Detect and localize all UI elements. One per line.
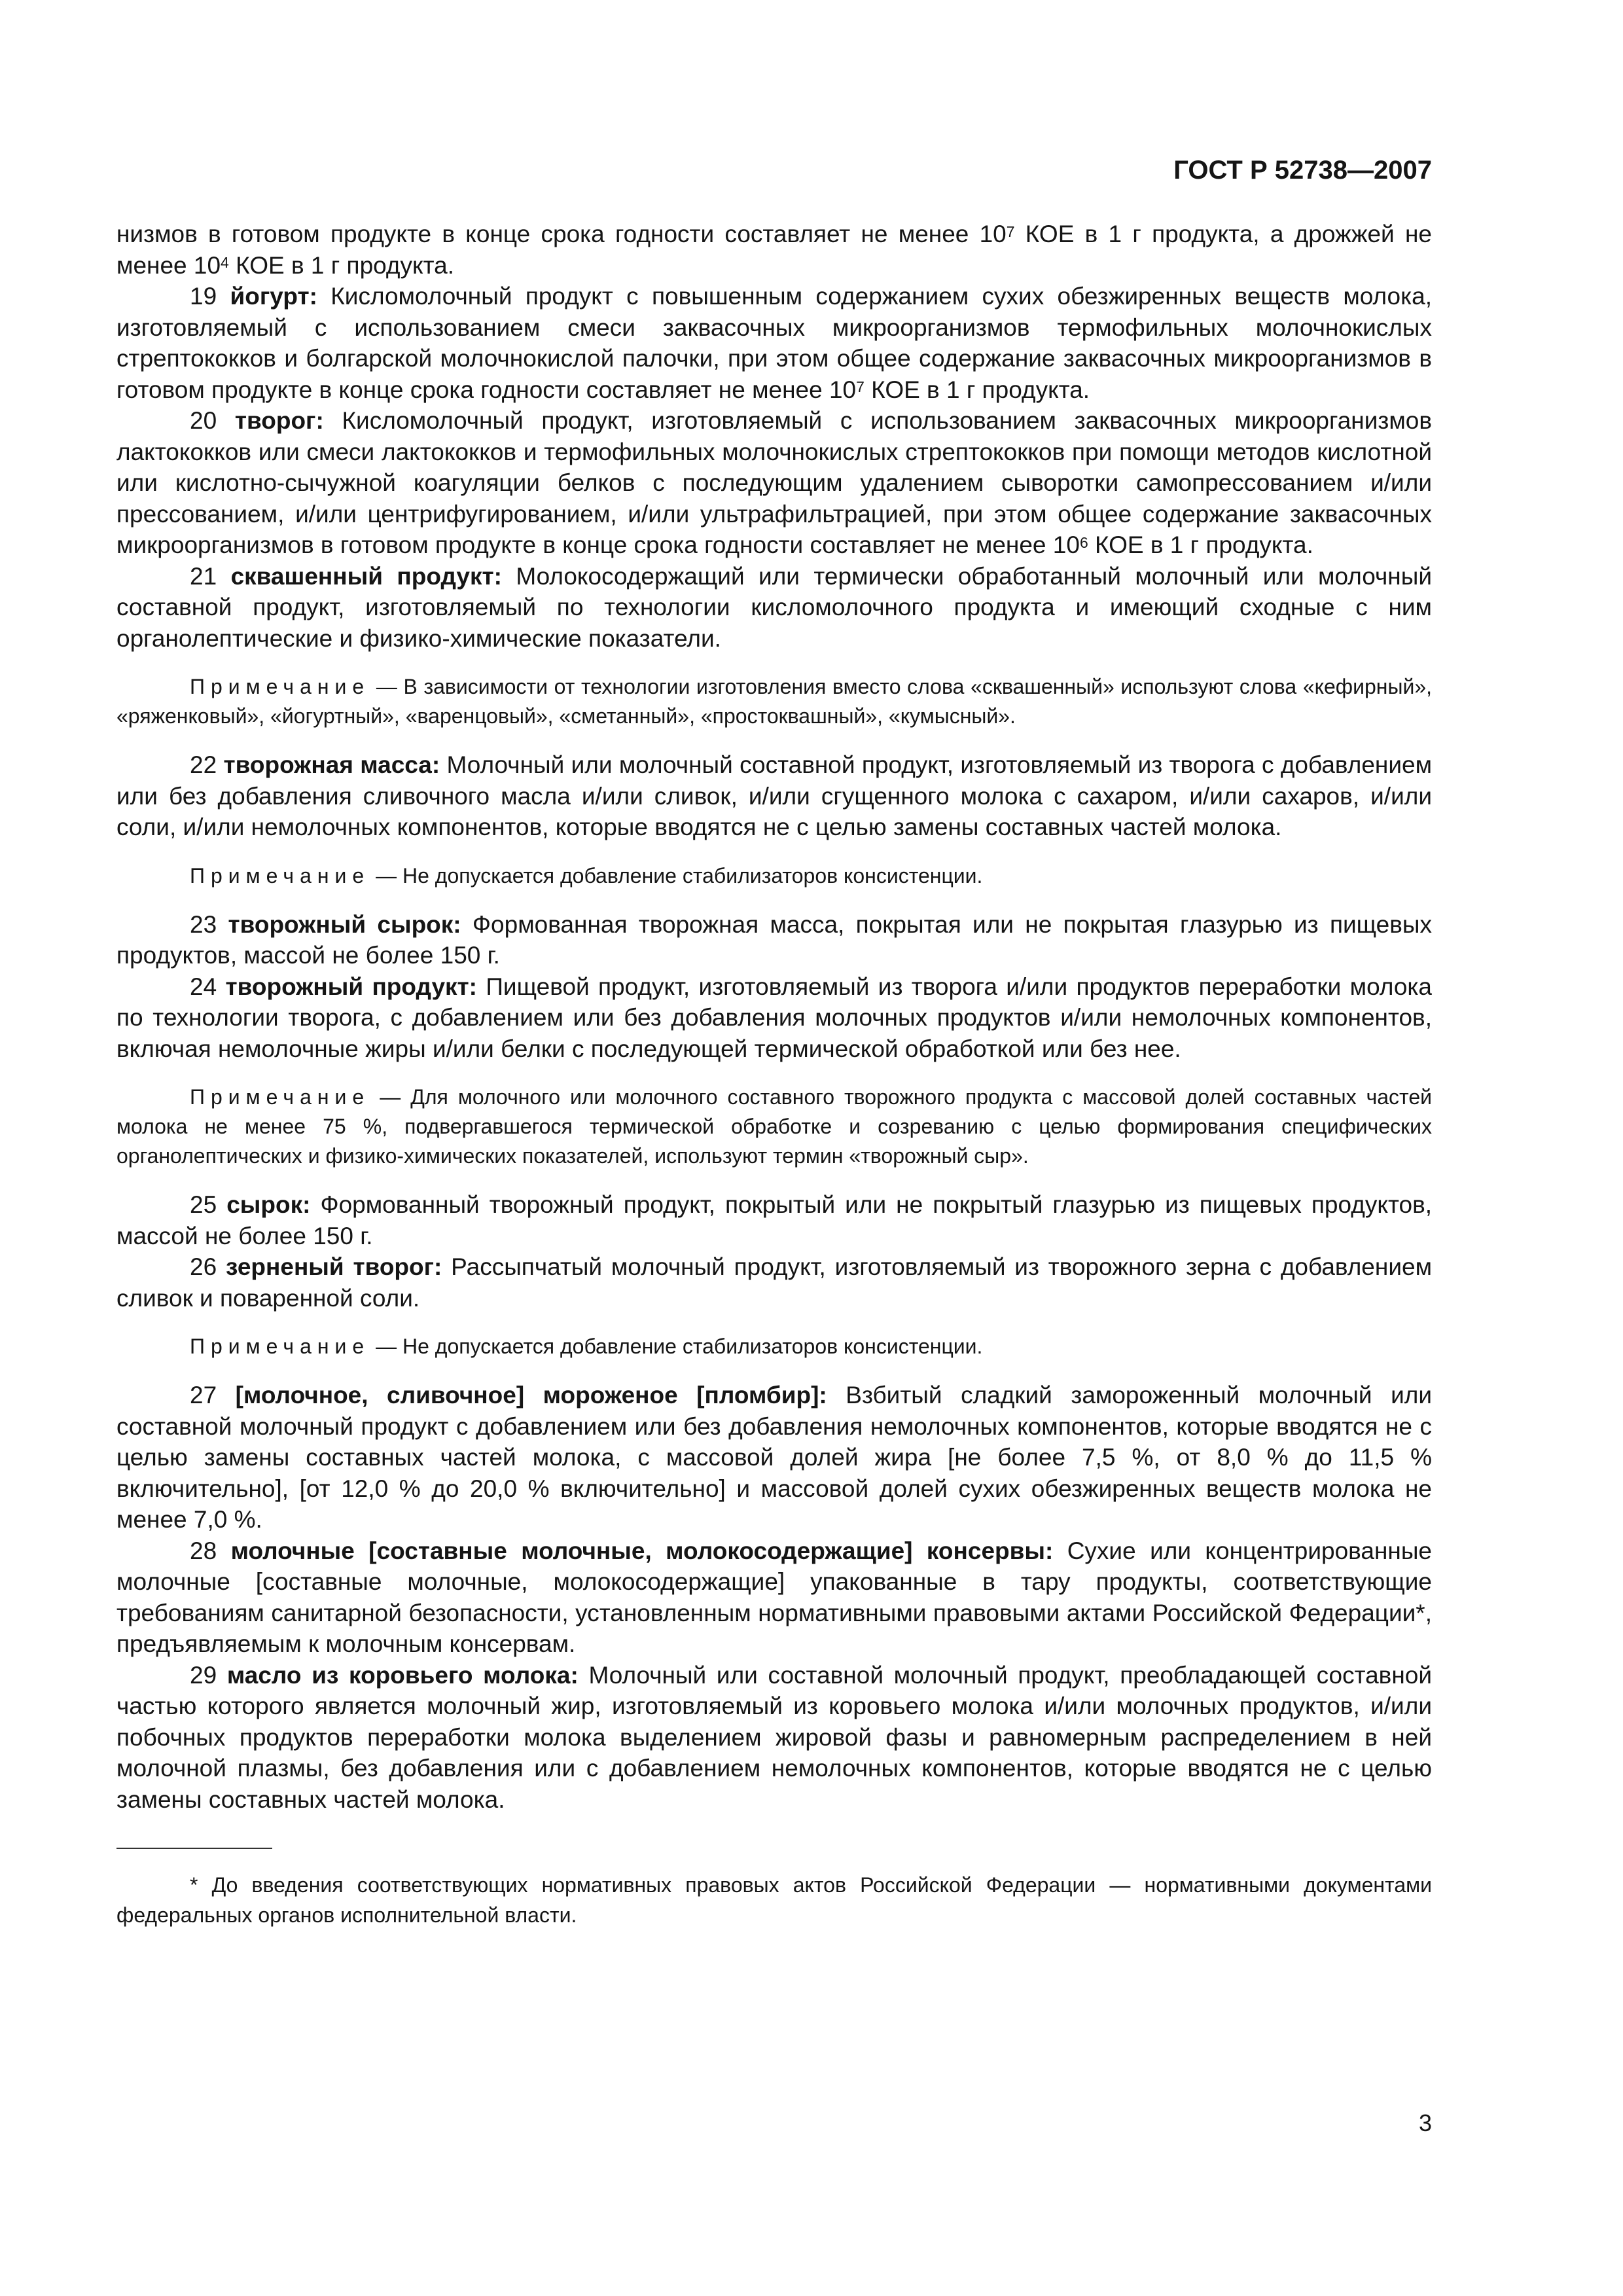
definition-text: КОЕ в 1 г продукта.	[864, 376, 1090, 403]
exponent: 4	[221, 254, 229, 272]
definition-26	[116, 1251, 1432, 1314]
definition-number: 29	[190, 1661, 217, 1689]
note-text: — Не допускается добавление стабилизаторов консистенции.	[370, 1335, 983, 1358]
definition-text: Молочный или молочный составной продукт, изготовляемый из творога с добавлением или без добавления сливочного масла и/или сливок, и/или сгущенного молока с сахаром, и/или сахаров, и/или соли, и/или немолочных компонентов, которые вводятся не с целью замены составных частей молока.	[116, 751, 1433, 840]
definition-number: 28	[190, 1537, 217, 1564]
definition-20	[116, 405, 1432, 561]
note-label: Примечание	[190, 1335, 370, 1358]
exponent: 7	[1006, 223, 1015, 240]
note-label: Примечание	[190, 1085, 370, 1109]
definition-text: Рассыпчатый молочный продукт, изготовляемый из творожного зерна с добавлением сливок и поваренной соли.	[116, 1253, 1433, 1312]
definition-number: 21	[190, 562, 217, 590]
definition-number: 26	[190, 1253, 217, 1280]
definition-term: [молочное, сливочное] мороженое [пломбир]:	[235, 1382, 827, 1408]
definition-term: зерненый творог:	[225, 1253, 442, 1280]
definition-text: Кисломолочный продукт с повышенным содержанием сухих обезжиренных веществ молока, изготовляемый с использованием смеси заквасочных микроорганизмов термофильных молочнокислых стрептококков и болгарской молочнокислой палочки, при этом общее содержание заквасочных микроорганизмов в готовом продукте в конце срока годности составляет не менее 10	[116, 283, 1432, 403]
definition-text: КОЕ в 1 г продукта.	[1088, 531, 1313, 558]
definition-number: 19	[190, 283, 217, 310]
definition-number: 25	[190, 1191, 217, 1218]
definition-number: 22	[190, 751, 217, 778]
definition-24	[116, 971, 1432, 1065]
note-22	[116, 861, 1432, 891]
definition-number: 20	[190, 407, 217, 434]
paragraph-continuation	[116, 219, 1432, 281]
footnote-divider	[116, 1848, 272, 1849]
definition-text: Молокосодержащий или термически обработанный молочный или молочный составной продукт, изготовляемый по технологии кисломолочного продукта и имеющий сходные с ним органолептические и физико-химические показатели.	[116, 562, 1432, 652]
definition-number: 24	[190, 973, 217, 1000]
footnote: * До введения соответствующих нормативных правовых актов Российской Федерации — нормативными документами федеральных органов исполнительной власти.	[116, 1873, 1432, 1927]
paragraph-text: КОЕ в 1 г продукта.	[228, 251, 454, 279]
definition-term: йогурт:	[230, 283, 317, 310]
definition-25	[116, 1189, 1432, 1251]
note-text: — В зависимости от технологии изготовления вместо слова «сквашенный» используют слова «кефирный», «ряженковый», «йогуртный», «варенцовый», «сметанный», «простоквашный», «кумысный».	[116, 675, 1432, 728]
definition-27	[116, 1380, 1432, 1535]
page-number: 3	[1418, 2109, 1432, 2136]
document-page	[116, 154, 1432, 1951]
definition-term: творожный сырок:	[228, 910, 461, 938]
definition-text: Пищевой продукт, изготовляемый из творога и/или продуктов переработки молока по технологии творога, с добавлением или без добавления молочных продуктов и/или немолочных компонентов, включая немолочные жиры и/или белки с последующей термической обработкой или без нее.	[116, 973, 1433, 1062]
definition-term: сырок:	[226, 1191, 311, 1218]
definition-23	[116, 909, 1432, 971]
exponent: 7	[856, 378, 865, 396]
note-21	[116, 672, 1432, 731]
definition-term: масло из коровьего молока:	[226, 1661, 579, 1689]
standard-code-header: ГОСТ Р 52738—2007	[1173, 156, 1432, 185]
exponent: 6	[1079, 533, 1088, 551]
definition-term: творог:	[234, 407, 324, 434]
definition-text: Сухие или концентрированные молочные [составные молочные, молокосодержащие] упакованные в тару продукты, соответствующие требованиям санитарной безопасности, установленным нормативными правовыми актами Российской Федерации*, предъявляемым к молочным консервам.	[116, 1537, 1433, 1657]
note-text: — Не допускается добавление стабилизаторов консистенции.	[370, 863, 983, 888]
definition-number: 27	[190, 1382, 217, 1408]
definition-text: Взбитый сладкий замороженный молочный или составной молочный продукт с добавлением или без добавления немолочных компонентов, которые вводятся не с целью замены составных частей молока, с массовой долей жира [не более 7,5 %, от 8,0 % до 11,5 % включительно], [от 12,0 % до 20,0 % включительно] и массовой долей сухих обезжиренных веществ молока не менее 7,0 %.	[116, 1382, 1433, 1533]
definition-text: Молочный или составной молочный продукт, преобладающей составной частью которого является молочный жир, изготовляемый из коровьего молока и/или молочных продуктов, и/или побочных продуктов переработки молока выделением жировой фазы и равномерным распределением в ней молочной плазмы, без добавления или с добавлением немолочных компонентов, которые вводятся не с целью замены составных частей молока.	[116, 1661, 1433, 1813]
definition-term: молочные [составные молочные, молокосодержащие] консервы:	[230, 1537, 1054, 1564]
definition-text: Формованный творожный продукт, покрытый или не покрытый глазурью из пищевых продуктов, массой не более 150 г.	[116, 1191, 1432, 1249]
definition-21	[116, 561, 1432, 655]
definition-text: Кисломолочный продукт, изготовляемый с использованием заквасочных микроорганизмов лактококков или смеси лактококков и термофильных молочнокислых стрептококков при помощи методов кислотной или кислотно-сычужной коагуляции белков с последующим удалением сыворотки самопрессованием и/или прессованием, и/или центрифугированием, и/или ультрафильтрацией, при этом общее содержание заквасочных микроорганизмов в готовом продукте в конце срока годности составляет не менее 10	[116, 407, 1433, 558]
definition-22	[116, 749, 1432, 843]
definition-term: творожный продукт:	[225, 973, 477, 1000]
definition-term: творожная масса:	[223, 751, 440, 778]
note-24	[116, 1083, 1432, 1171]
document-body	[116, 219, 1432, 1815]
definition-text: Формованная творожная масса, покрытая или не покрытая глазурью из пищевых продуктов, массой не более 150 г.	[116, 910, 1432, 969]
note-26	[116, 1332, 1432, 1361]
definition-29	[116, 1660, 1432, 1816]
paragraph-text: КОЕ в 1 г продукта, а дрожжей не менее 10	[116, 221, 1432, 279]
definition-number: 23	[190, 910, 217, 938]
paragraph-text: низмов в готовом продукте в конце срока годности составляет не менее 10	[116, 221, 1007, 247]
definition-term: сквашенный продукт:	[230, 562, 502, 590]
note-label: Примечание	[190, 675, 370, 698]
note-text: — Для молочного или молочного составного творожного продукта с массовой долей составных частей молока не менее 75 %, подвергавшегося термической обработке и созреванию с целью формирования специфических органолептических и физико-химических показателей, используют термин «творожный сыр».	[116, 1085, 1432, 1168]
definition-19	[116, 281, 1432, 405]
note-label: Примечание	[190, 863, 370, 888]
definition-28	[116, 1535, 1432, 1660]
